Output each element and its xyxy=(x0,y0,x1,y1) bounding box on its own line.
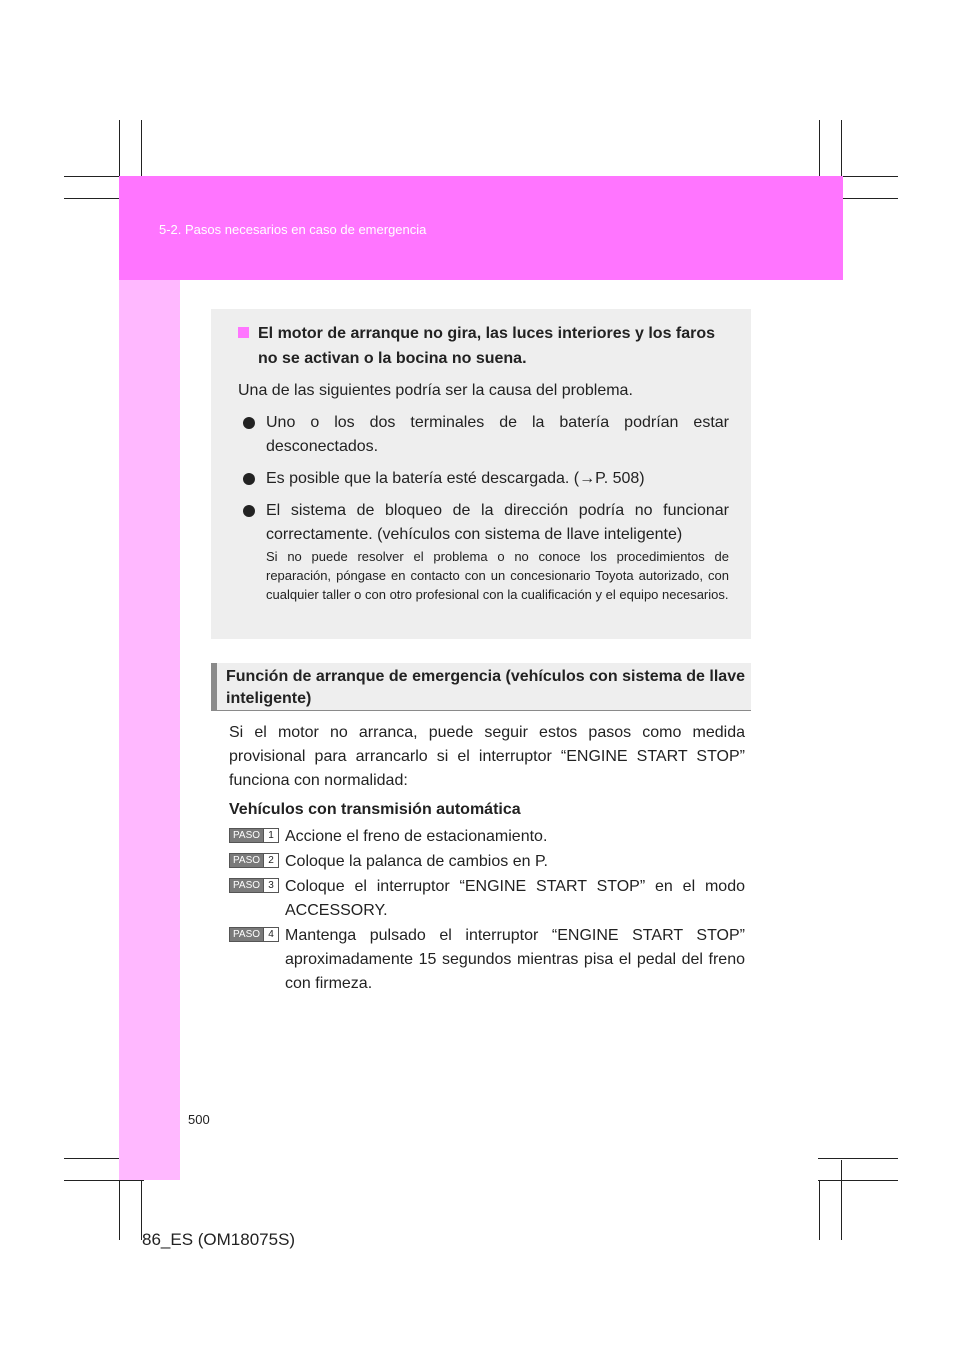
step-badge xyxy=(229,927,279,942)
step-label: PASO xyxy=(230,829,263,842)
step-badge xyxy=(229,853,279,868)
note-title xyxy=(238,321,729,371)
page-number: 500 xyxy=(188,1112,210,1127)
step-item xyxy=(229,825,745,849)
bullet-dot-icon xyxy=(243,505,255,517)
step-badge xyxy=(229,828,279,843)
crop-mark xyxy=(64,1180,144,1181)
crop-mark xyxy=(819,1180,820,1240)
list-item-text: Uno o los dos terminales de la batería podrían estar desconectados. xyxy=(266,414,729,455)
step-number: 1 xyxy=(263,829,278,842)
step-list xyxy=(229,825,745,997)
list-item xyxy=(238,467,729,491)
step-number: 4 xyxy=(263,928,278,941)
note-box xyxy=(211,309,751,639)
step-item xyxy=(229,924,745,996)
note-title-text: El motor de arranque no gira, las luces interiores y los faros no se activan o la bocina no suena. xyxy=(258,325,716,367)
crop-mark xyxy=(818,1180,898,1181)
step-number: 3 xyxy=(263,879,278,892)
step-text: Mantenga pulsado el interruptor “ENGINE START STOP” aproximadamente 15 segundos mientras pisa el pedal del freno con firmeza. xyxy=(285,927,745,992)
step-text: Accione el freno de estacionamiento. xyxy=(285,828,548,845)
step-text: Coloque la palanca de cambios en P. xyxy=(285,853,548,870)
section-breadcrumb: 5-2. Pasos necesarios en caso de emergencia xyxy=(159,222,427,237)
list-item xyxy=(238,411,729,459)
section-title: Función de arranque de emergencia (vehículos con sistema de llave inteligente) xyxy=(211,663,751,711)
step-number: 2 xyxy=(263,854,278,867)
section-body: Si el motor no arranca, puede seguir estos pasos como medida provisional para arrancarlo si el interruptor “ENGINE START STOP” funciona con normalidad: xyxy=(229,724,745,789)
square-bullet-icon xyxy=(238,327,249,338)
step-item xyxy=(229,875,745,923)
list-item-text: Es posible que la batería esté descargada. (→P. 508) xyxy=(266,470,645,487)
step-item xyxy=(229,850,745,874)
note-small-print: Si no puede resolver el problema o no conoce los procedimientos de reparación, póngase en contacto con un concesionario Toyota autorizado, con cualquier taller o con otro profesional con la cualificación y el equipo necesarios. xyxy=(266,549,729,602)
document-code: 86_ES (OM18075S) xyxy=(142,1230,296,1249)
side-band xyxy=(119,280,180,1180)
step-label: PASO xyxy=(230,928,263,941)
crop-mark xyxy=(818,1158,898,1159)
list-item xyxy=(238,499,729,547)
step-text: Coloque el interruptor “ENGINE START STOP” en el modo ACCESSORY. xyxy=(285,878,745,919)
sub-title: Vehículos con transmisión automática xyxy=(229,801,521,818)
step-label: PASO xyxy=(230,854,263,867)
page-header xyxy=(119,176,843,280)
note-intro: Una de las siguientes podría ser la causa del problema. xyxy=(238,382,633,399)
crop-mark xyxy=(841,1160,842,1240)
bullet-dot-icon xyxy=(243,417,255,429)
step-badge xyxy=(229,878,279,893)
bullet-dot-icon xyxy=(243,473,255,485)
list-item-text: El sistema de bloqueo de la dirección podría no funcionar correctamente. (vehículos con sistema de llave inteligente) xyxy=(266,502,729,543)
step-label: PASO xyxy=(230,879,263,892)
